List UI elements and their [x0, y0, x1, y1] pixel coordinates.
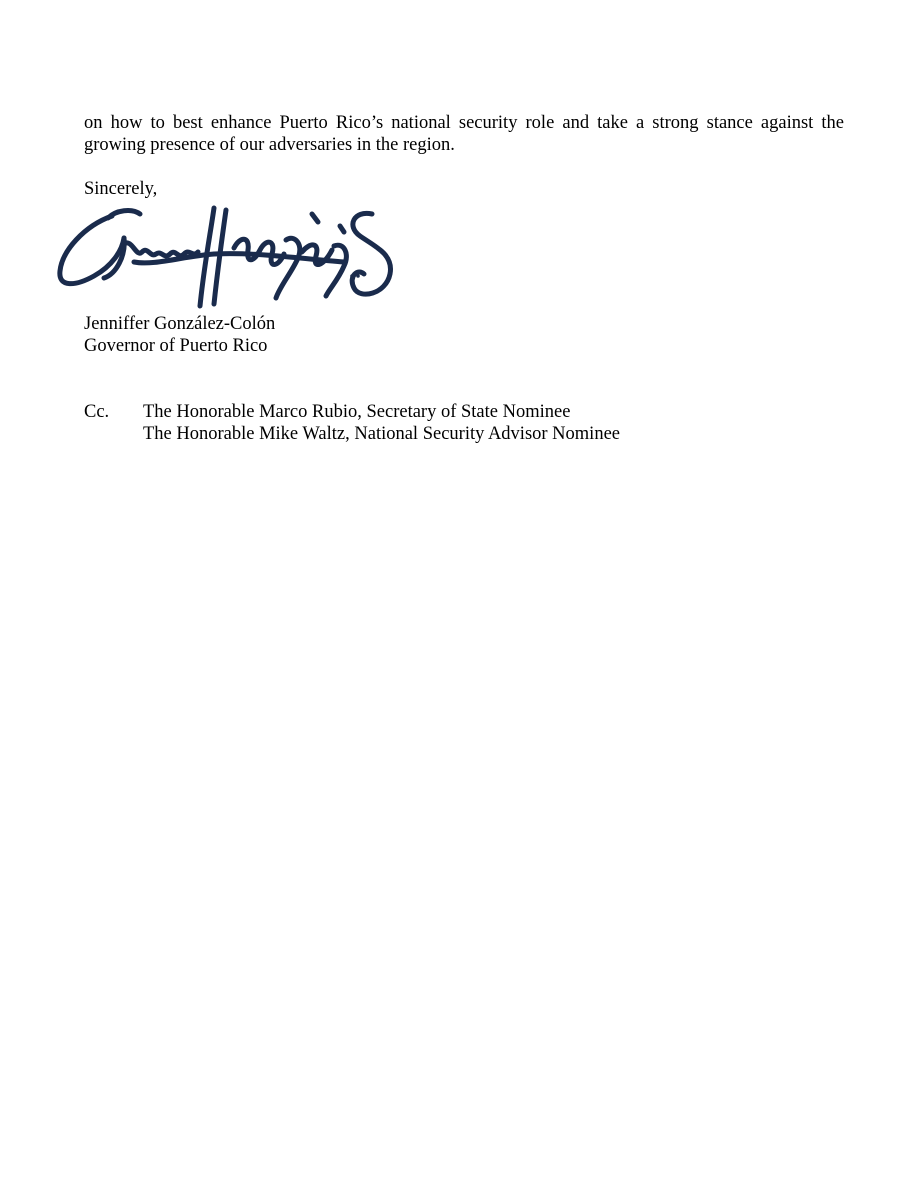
signer-block — [84, 313, 275, 357]
cc-recipient: The Honorable Marco Rubio, Secretary of State Nominee — [143, 402, 571, 422]
letter-closing: Sincerely, — [84, 179, 158, 199]
handwritten-signature — [54, 196, 404, 314]
cc-recipient: The Honorable Mike Waltz, National Security Advisor Nominee — [143, 424, 620, 444]
body-line: growing presence of our adversaries in the region. — [84, 135, 455, 155]
cc-recipient-list — [143, 401, 620, 445]
body-line: on how to best enhance Puerto Rico’s national security role and take a strong stance against the — [84, 113, 844, 133]
signer-title: Governor of Puerto Rico — [84, 336, 268, 356]
letter-body-paragraph — [84, 112, 844, 156]
signer-name: Jenniffer González-Colón — [84, 314, 276, 334]
cc-label: Cc. — [84, 402, 110, 422]
